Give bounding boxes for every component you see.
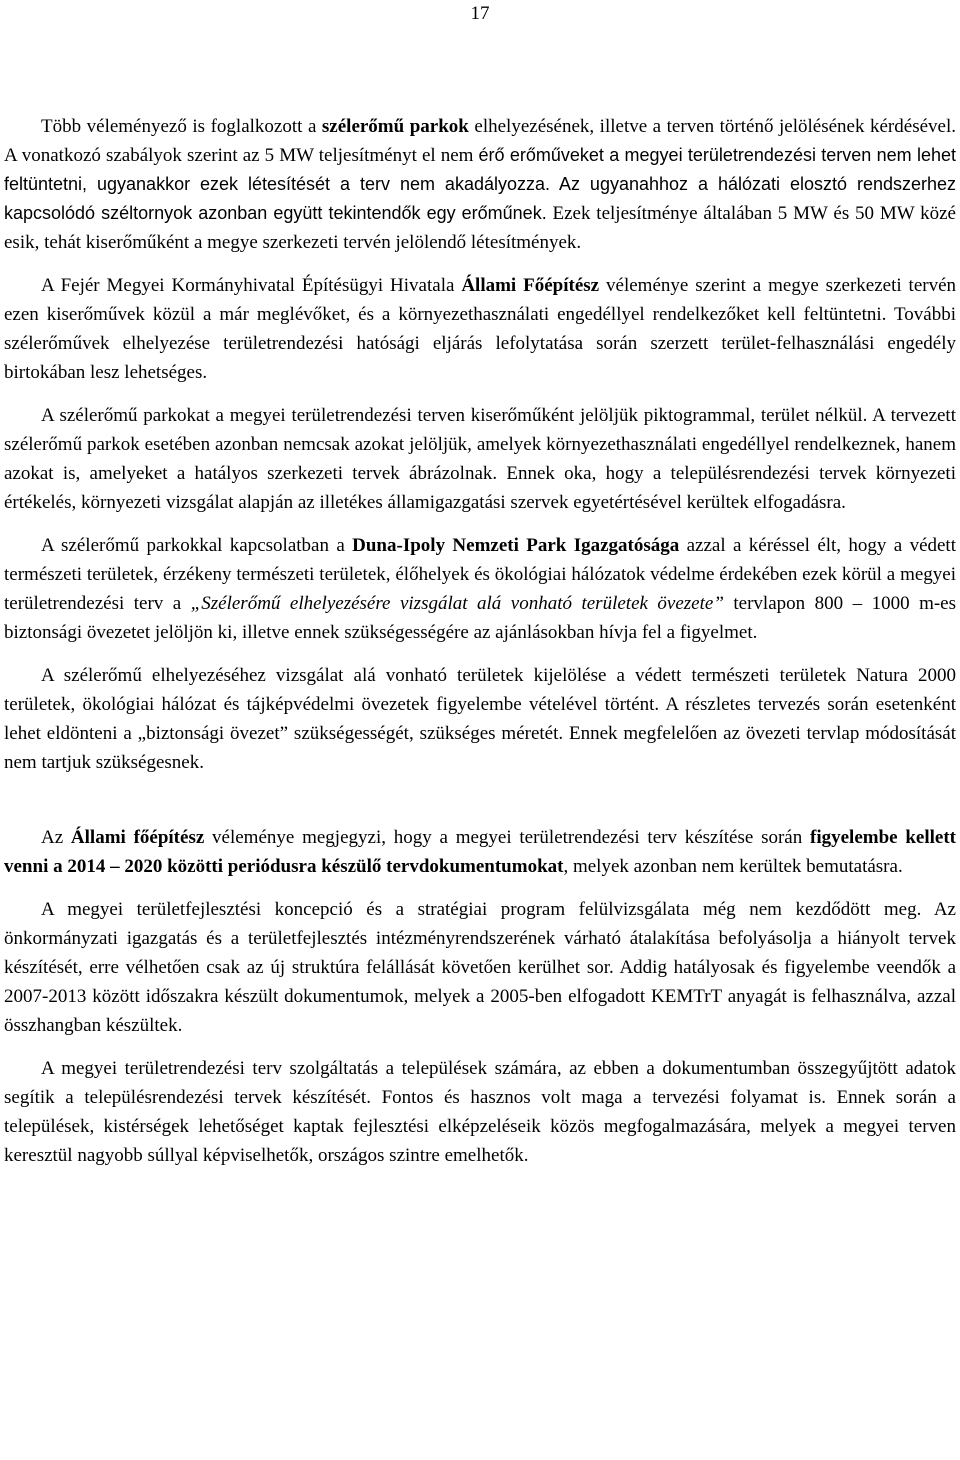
document-body bbox=[4, 112, 956, 1184]
text-run: azzal a kéréssel élt, hogy a védett természeti területek, érzékeny természeti területek, élőhelyek és ökológiai hálózatok védelme érdekében ezek körül a megyei területrendezési terv a bbox=[4, 535, 956, 614]
text-run: véleménye szerint a megye szerkezeti tervén ezen kiserőművek közül a már meglévőket, és a környezethasználati engedéllyel rendelkezőket kell feltüntetni. További szélerőművek elhelyezése területrendezési hatósági eljárás lefolytatása során szerzett terület-felhasználási engedély birtokában lesz lehetséges. bbox=[4, 275, 957, 383]
text-run: Ezek teljesítménye általában 5 MW és 50 MW közé esik, tehát kiserőműként a megye szerkezeti tervén jelölendő létesítmények. bbox=[4, 203, 956, 253]
paragraph-pictogram-marking: A szélerőmű parkokat a megyei területrendezési terven kiserőműként jelöljük piktogrammal, terület nélkül. A tervezett szélerőmű parkok esetében azonban nemcsak azokat jelöljük, amelyek környezethasználati engedéllyel rendelkeznek, hanem azokat is, amelyeket a hatályos szerkezeti tervek ábrázolnak. Ennek oka, hogy a településrendezési tervek környezeti értékelés, környezeti vizsgálat alapján az illetékes államigazgatási szervek egyetértésével kerültek elfogadásra. bbox=[4, 405, 956, 513]
text-run-sans: érő erőműveket a megyei területrendezési terven nem lehet feltüntetni, ugyanakkor ezek létesítését a terv nem akadályozza. Az ugyanahhoz a hálózati elosztó rendszerhez kapcsolódó széltornyok azonban együtt tekintendők egy erőműnek. bbox=[4, 145, 956, 223]
paragraph-designation-note: A szélerőmű elhelyezéséhez vizsgálat alá vonható területek kijelölése a védett természeti területek Natura 2000 területek, ökológiai hálózat és tájképvédelmi övezetek figyelembe vételével történt. A részletes tervezés során esetenként lehet eldönteni a „biztonsági övezet” szükségességét, szükséges méretét. Ennek megfelelően az övezeti tervlap módosítását nem tartjuk szükségesnek. bbox=[4, 665, 956, 773]
text-run: elhelyezésének, illetve a terven történő jelölésének kérdésével. A vonatkozó szabályok szerint az 5 MW teljesítményt el nem bbox=[4, 116, 956, 166]
bold-term: Állami Főépítész bbox=[461, 275, 600, 296]
bold-term: szélerőmű parkok bbox=[321, 116, 469, 137]
text-run: A Fejér Megyei Kormányhivatal Építésügyi Hivatala bbox=[41, 275, 462, 296]
text-run: , melyek azonban nem kerültek bemutatásra. bbox=[563, 856, 903, 877]
text-run: Több véleményező is foglalkozott a bbox=[41, 116, 322, 137]
paragraph-national-park-request bbox=[4, 531, 956, 647]
paragraph-wind-parks-intro bbox=[4, 112, 956, 257]
text-run: véleménye megjegyzi, hogy a megyei területrendezési terv készítése során bbox=[204, 827, 810, 848]
italic-quote: „Szélerőmű elhelyezésére vizsgálat alá vonható területek övezete” bbox=[190, 593, 724, 614]
paragraph-plan-service: A megyei területrendezési terv szolgáltatás a települések számára, az ebben a dokumentumban összegyűjtött adatok segítik a településrendezési tervek készítését. Fontos és hasznos volt maga a tervezési folyamat is. Ennek során a települések, kistérségek lehetőséget kaptak fejlesztési elképzeléseik közös megfogalmazására, melyek a megyei terven keresztül nagyobb súllyal képviselhetők, országos szintre emelhetők. bbox=[4, 1058, 956, 1166]
bold-term: figyelembe kellett venni a 2014 – 2020 közötti periódusra készülő tervdokumentumokat bbox=[4, 827, 956, 877]
page-number: 17 bbox=[470, 3, 490, 24]
text-run: Az bbox=[41, 827, 71, 848]
paragraph-planning-documents bbox=[4, 823, 956, 881]
paragraph-chief-architect-opinion bbox=[4, 271, 956, 387]
bold-term: Duna-Ipoly Nemzeti Park Igazgatósága bbox=[352, 535, 680, 556]
bold-term: Állami főépítész bbox=[70, 827, 205, 848]
text-run: tervlapon 800 – 1000 m-es biztonsági övezetet jelöljön ki, illetve ennek szükségességére az ajánlásokban hívja fel a figyelmet. bbox=[4, 593, 957, 643]
paragraph-development-concept: A megyei területfejlesztési koncepció és a stratégiai program felülvizsgálata még nem kezdődött meg. Az önkormányzati igazgatás és a területfejlesztés intézményrendszerének várható átalakítása befolyásolja a hiányolt tervek készítését, erre vélhetően csak az új struktúra felállását követően kerülhet sor. Addig hatályosak és figyelembe veendők a 2007-2013 között időszakra készült dokumentumok, melyek a 2005-ben elfogadott KEMTrT anyagát is felhasználva, azzal összhangban készültek. bbox=[4, 899, 956, 1036]
text-run: A szélerőmű parkokkal kapcsolatban a bbox=[41, 535, 353, 556]
